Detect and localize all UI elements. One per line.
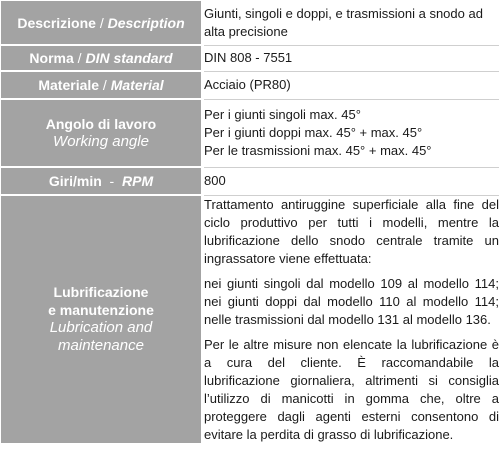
lubrication-paragraph-treatment: Trattamento antiruggine superficiale alla fine del ciclo produttivo per tutti i modelli, mentre la lubrificazione dello snodo centrale tramite un ingrassatore viene effettuata: (204, 196, 499, 266)
row-material (1, 71, 499, 99)
value-material: Acciaio (PR80) (203, 71, 500, 99)
label-rpm-sep: - (109, 173, 115, 189)
label-lubrication (1, 195, 203, 444)
label-working-angle (1, 99, 203, 167)
row-working-angle (1, 99, 499, 167)
value-description: Giunti, singoli e doppi, e trasmissioni a snodo ad alta precisione (203, 1, 500, 45)
label-standard-it: Norma (29, 50, 74, 66)
angle-line-single: Per i giunti singoli max. 45° (204, 107, 361, 122)
row-description (1, 1, 499, 45)
row-standard (1, 45, 499, 71)
value-lubrication (203, 195, 500, 444)
label-standard-en: DIN standard (85, 50, 173, 66)
label-rpm-en: RPM (122, 173, 154, 189)
label-material-it: Materiale (38, 77, 100, 93)
label-rpm-it: Giri/min (48, 173, 102, 189)
label-lubrication-it-1: Lubrificazione (53, 284, 149, 301)
label-lubrication-en-1: Lubrication and (49, 319, 153, 337)
label-description: Descrizione / Description (1, 1, 203, 45)
label-standard: Norma / DIN standard (1, 45, 203, 71)
label-lubrication-en-2: maintenance (58, 337, 144, 355)
value-standard: DIN 808 - 7551 (203, 45, 500, 71)
lubrication-paragraph-models: nei giunti singoli dal modello 109 al modello 114; nei giunti doppi dal modello 110 al modello 114; nelle trasmissioni dal modello 131 al modello 136. (204, 275, 499, 327)
value-rpm: 800 (203, 167, 500, 195)
label-material: Materiale / Material (1, 71, 203, 99)
specification-table (1, 1, 499, 445)
row-rpm (1, 167, 499, 195)
label-working-angle-it: Angolo di lavoro (45, 116, 157, 132)
label-description-it: Descrizione (17, 14, 96, 31)
label-rpm (1, 167, 203, 195)
lubrication-paragraph-other: Per le altre misure non elencate la lubrificazione è a cura del cliente. È raccomandabile la lubrificazione giornaliera, altrimenti si consiglia l’utilizzo di manicotti in gomma che, oltre a proteggere dagli agenti esterni consentono di evitare la perdita di grasso di lubrificazione. (204, 336, 499, 442)
label-material-en: Material (110, 77, 164, 93)
label-description-en: Description (107, 14, 185, 31)
row-lubrication (1, 195, 499, 444)
label-lubrication-it-2: e manutenzione (48, 302, 154, 319)
value-working-angle (203, 99, 500, 167)
label-working-angle-en: Working angle (53, 133, 149, 150)
angle-line-transmission: Per le trasmissioni max. 45° + max. 45° (204, 143, 432, 158)
angle-line-double: Per i giunti doppi max. 45° + max. 45° (204, 125, 423, 140)
